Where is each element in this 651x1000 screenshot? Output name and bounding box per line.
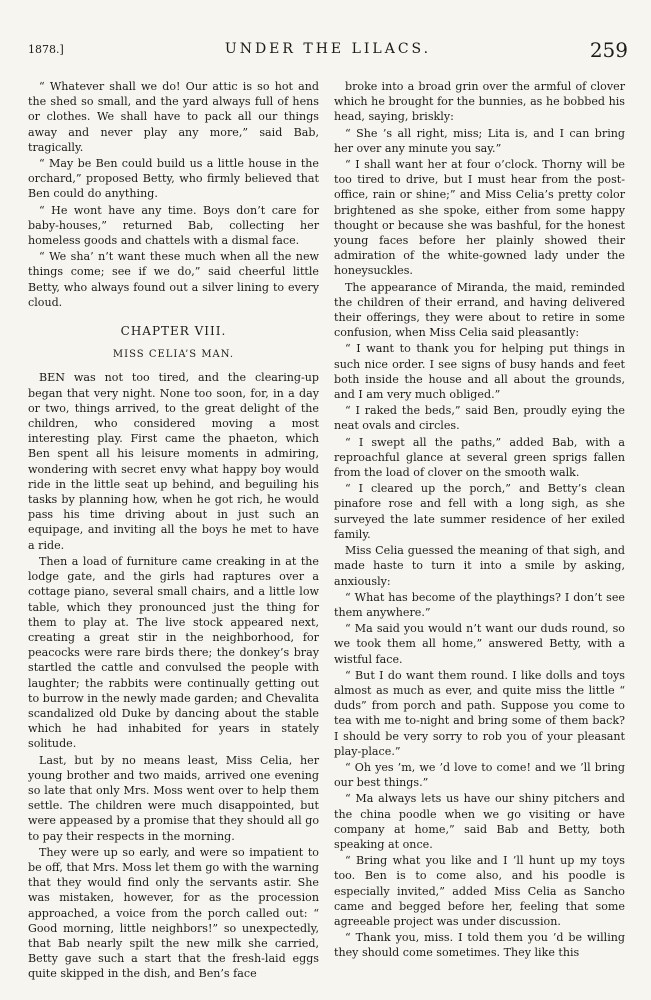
paragraph: “ I swept all the paths,” added Bab, with a reproachful glance at several green sprigs fallen from the load of clover on the smooth walk. xyxy=(334,435,625,480)
paragraph: “ Oh yes ’m, we ’d love to come! and we ’ll bring our best things.” xyxy=(334,760,625,790)
left-column xyxy=(28,79,319,983)
paragraph: They were up so early, and were so impatient to be off, that Mrs. Moss let them go with the warning that they would find only the servants astir. She was mistaken, however, for as the procession approached, a voice from the porch called out: “ Good morning, little neighbors!” so unexpectedly, that Bab nearly spilt the new milk she carried, Betty gave such a start that the fresh-laid eggs quite skipped in the dish, and Ben’s face xyxy=(28,845,319,981)
paragraph: “ She ’s all right, miss; Lita is, and I can bring her over any minute you say.” xyxy=(334,126,625,155)
paragraph: “ Whatever shall we do! Our attic is so hot and the shed so small, and the yard always full of hens or clothes. We shall have to pack all our things away and never play any more,” said Bab, tragically. xyxy=(28,80,319,154)
paragraph: “ I cleared up the porch,” and Betty’s clean pinafore rose and fell with a long sigh, as she surveyed the late summer residence of her exiled family. xyxy=(334,482,625,541)
chapter-heading: CHAPTER VIII. xyxy=(120,324,227,339)
chapter-title: MISS CELIA’S MAN. xyxy=(112,349,235,361)
paragraph: “ Bring what you like and I ’ll hunt up my toys too. Ben is to come also, and his poodle is especially invited,” added Miss Celia as Sancho came and begged before her, feeling that some agreeable project was under discussion. xyxy=(334,854,625,928)
paragraph: “ Ma said you would n’t want our duds round, so we took them all home,” answered Betty, with a wistful face. xyxy=(334,622,625,666)
paragraph: “ I shall want her at four o’clock. Thorny will be too tired to drive, but I must hear from the post-office, rain or shine;” and Miss Celia’s pretty color brightened as she spoke, either from some happy thought or because she was bashful, for the honest young faces before her plainly showed their admiration of the white-gowned lady under the honeysuckles. xyxy=(334,158,625,278)
running-header xyxy=(28,38,628,68)
right-column xyxy=(334,79,625,962)
paragraph: “ We sha’ n’t want these much when all the new things come; see if we do,” said cheerful little Betty, who always found out a silver lining to every cloud. xyxy=(28,250,319,309)
paragraph: “ But I do want them round. I like dolls and toys almost as much as ever, and quite miss the little “ duds” from porch and path. Suppose you come to tea with me to-night and bring some of them back? I should be very sorry to rob you of your pleasant play-place.” xyxy=(334,668,625,758)
paragraph: BEN was not too tired, and the clearing-up began that very night. None too soon, for, in a day or two, things arrived, to the great delight of the children, who considered moving a most interesting play. First came the phaeton, which Ben spent all his leisure moments in admiring, wondering with secret envy what happy boy would ride in the little seat up behind, and beguiling his tasks by planning how, when he got rich, he would pass his time driving about in just such an equipage, and inviting all the boys he met to have a ride. xyxy=(28,371,319,552)
paragraph: The appearance of Miranda, the maid, reminded the children of their errand, and having delivered their offerings, they were about to retire in some confusion, when Miss Celia said pleasantly: xyxy=(334,280,625,340)
paragraph: broke into a broad grin over the armful of clover which he brought for the bunnies, as he bobbed his head, saying, briskly: xyxy=(334,80,625,124)
paragraph: “ Ma always lets us have our shiny pitchers and the china poodle when we go visiting or have company at home,” said Bab and Betty, both speaking at once. xyxy=(334,792,625,851)
paragraph: “ What has become of the playthings? I don’t see them anywhere.” xyxy=(334,590,625,619)
paragraph: “ I want to thank you for helping put things in such nice order. I see signs of busy hands and feet both inside the house and all about the grounds, and I am very much obliged.” xyxy=(334,342,625,402)
paragraph: “ Thank you, miss. I told them you ’d be willing they should come sometimes. They like this xyxy=(334,931,625,960)
page-number: 259 xyxy=(589,38,628,62)
paragraph: Last, but by no means least, Miss Celia, her young brother and two maids, arrived one evening so late that only Mrs. Moss went over to help them settle. The children were much disappointed, but were appeased by a promise that they should all go to pay their respects in the morning. xyxy=(28,753,319,843)
paragraph: “ I raked the beds,” said Ben, proudly eying the neat ovals and circles. xyxy=(334,404,625,433)
header-date: 1878.] xyxy=(28,43,64,56)
paragraph: Miss Celia guessed the meaning of that sigh, and made haste to turn it into a smile by asking, anxiously: xyxy=(334,544,625,588)
paragraph: “ May be Ben could build us a little house in the orchard,” proposed Betty, who firmly believed that Ben could do anything. xyxy=(28,157,319,201)
header-title: UNDER THE LILACS. xyxy=(224,41,432,57)
paragraph: “ He wont have any time. Boys don’t care for baby-houses,” returned Bab, collecting her homeless goods and chattels with a dismal face. xyxy=(28,203,319,248)
paragraph: Then a load of furniture came creaking in at the lodge gate, and the girls had raptures over a cottage piano, several small chairs, and a little low table, which they pronounced just the thing for them to play at. The live stock appeared next, creating a great stir in the neighborhood, for peacocks were rare birds there; the donkey’s bray startled the cattle and convulsed the people with laughter; the rabbits were continually getting out to burrow in the newly made garden; and Chevalita scandalized old Duke by dancing about the stable which he had inhabited for years in stately solitude. xyxy=(28,554,319,751)
